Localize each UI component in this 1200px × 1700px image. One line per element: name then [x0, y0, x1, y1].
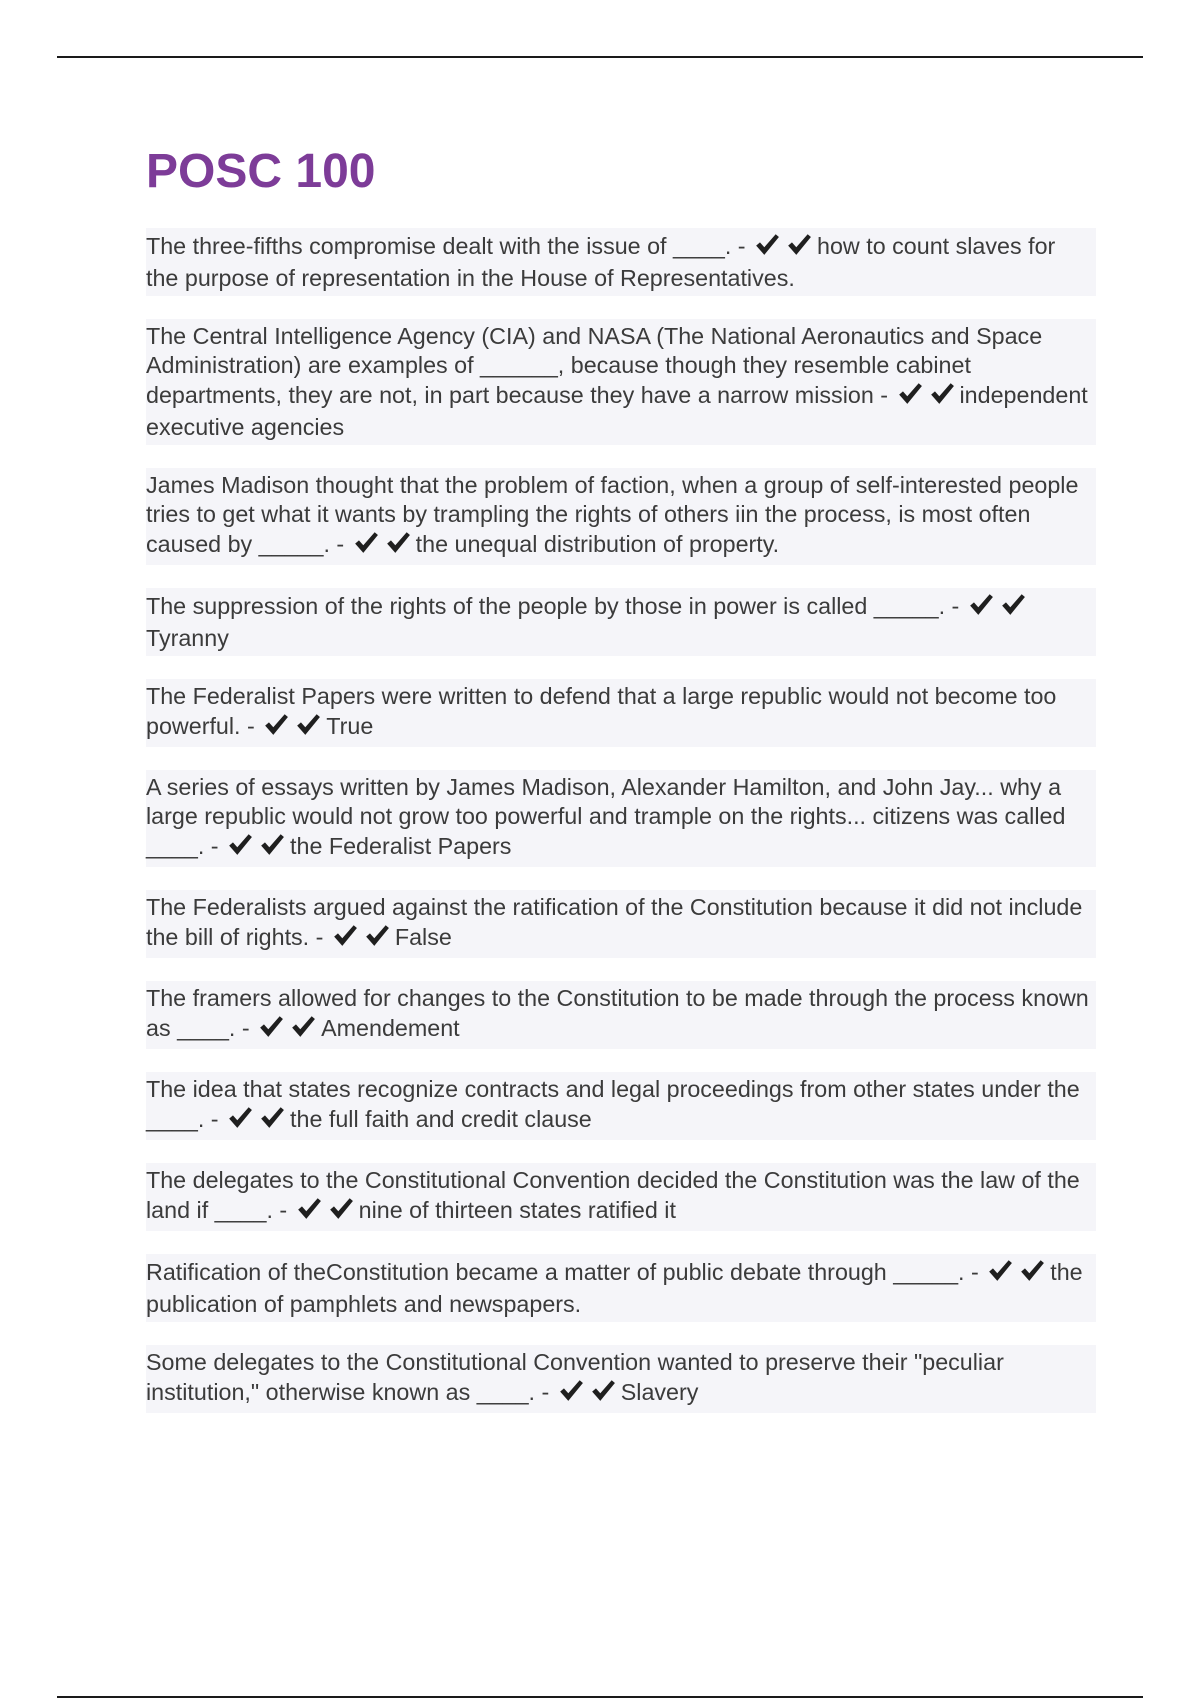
qa-item — [146, 588, 1096, 656]
answer-checks — [227, 831, 288, 864]
answer-text: the full faith and credit clause — [290, 1106, 592, 1132]
check-icon — [590, 1377, 616, 1403]
question-text: The Central Intelligence Agency (CIA) and NASA (The National Aeronautics and Space Administration) are examples of ______, because though they resemble cabinet departments, they are not, in part because they have a narrow mission - — [146, 323, 1043, 408]
qa-item — [146, 679, 1096, 747]
answer-text: Amendement — [321, 1015, 460, 1041]
check-icon — [929, 380, 955, 406]
answer-text: False — [394, 924, 452, 950]
question-text: Ratification of theConstitution became a matter of public debate through _____. - — [146, 1259, 979, 1285]
qa-item — [146, 228, 1096, 296]
check-icon — [295, 711, 321, 737]
answer-checks — [897, 380, 958, 413]
check-icon — [259, 831, 285, 857]
qa-item — [146, 1254, 1096, 1322]
answer-checks — [558, 1377, 619, 1410]
check-icon — [227, 1104, 253, 1130]
question-text: The idea that states recognize contracts and legal proceedings from other states under the ____. - — [146, 1076, 1080, 1132]
check-icon — [353, 529, 379, 555]
bottom-rule — [57, 1696, 1143, 1698]
check-icon — [1019, 1257, 1045, 1283]
answer-text: Tyranny — [146, 625, 229, 651]
answer-checks — [353, 529, 414, 562]
check-icon — [227, 831, 253, 857]
question-text: The suppression of the rights of the people by those in power is called _____. - — [146, 593, 960, 619]
question-text: The three-fifths compromise dealt with the issue of ____. - — [146, 233, 746, 259]
answer-checks — [263, 711, 324, 744]
check-icon — [259, 1104, 285, 1130]
check-icon — [332, 922, 358, 948]
check-icon — [754, 231, 780, 257]
check-icon — [364, 922, 390, 948]
question-text: The framers allowed for changes to the Constitution to be made through the process known as ____. - — [146, 985, 1089, 1041]
qa-item — [146, 1345, 1096, 1413]
question-text: The Federalists argued against the ratification of the Constitution because it did not include the bill of rights. - — [146, 894, 1083, 950]
top-rule — [57, 56, 1143, 58]
question-text: A series of essays written by James Madison, Alexander Hamilton, and John Jay... why a large republic would not grow too powerful and trample on the rights... citizens was called ____. - — [146, 774, 1066, 859]
qa-item — [146, 319, 1096, 445]
qa-item — [146, 468, 1096, 565]
qa-list — [146, 228, 1096, 1436]
answer-checks — [332, 922, 393, 955]
answer-text: the publication of pamphlets and newspapers. — [146, 1259, 1083, 1317]
check-icon — [987, 1257, 1013, 1283]
check-icon — [968, 591, 994, 617]
qa-item — [146, 1163, 1096, 1231]
answer-text: nine of thirteen states ratified it — [358, 1197, 676, 1223]
page-title: POSC 100 — [146, 145, 376, 198]
check-icon — [897, 380, 923, 406]
answer-checks — [227, 1104, 288, 1137]
check-icon — [786, 231, 812, 257]
qa-item — [146, 770, 1096, 867]
check-icon — [385, 529, 411, 555]
answer-text: how to count slaves for the purpose of representation in the House of Representatives. — [146, 233, 1056, 291]
answer-checks — [258, 1013, 319, 1046]
check-icon — [296, 1195, 322, 1221]
check-icon — [328, 1195, 354, 1221]
question-text: James Madison thought that the problem of faction, when a group of self-interested people tries to get what it wants by trampling the rights of others iin the process, is most often caused by _____. - — [146, 472, 1079, 557]
qa-item — [146, 981, 1096, 1049]
question-text: The Federalist Papers were written to defend that a large republic would not become too powerful. - — [146, 683, 1057, 739]
qa-item — [146, 890, 1096, 958]
answer-checks — [968, 591, 1029, 624]
answer-checks — [296, 1195, 357, 1228]
answer-checks — [987, 1257, 1048, 1290]
answer-text: True — [326, 713, 374, 739]
answer-text: the Federalist Papers — [290, 833, 512, 859]
qa-item — [146, 1072, 1096, 1140]
answer-text: independent executive agencies — [146, 382, 1088, 440]
check-icon — [1000, 591, 1026, 617]
answer-checks — [754, 231, 815, 264]
answer-text: the unequal distribution of property. — [415, 531, 780, 557]
check-icon — [258, 1013, 284, 1039]
answer-text: Slavery — [620, 1379, 699, 1405]
check-icon — [290, 1013, 316, 1039]
question-text: The delegates to the Constitutional Convention decided the Constitution was the law of the land if ____. - — [146, 1167, 1080, 1223]
check-icon — [263, 711, 289, 737]
check-icon — [558, 1377, 584, 1403]
question-text: Some delegates to the Constitutional Convention wanted to preserve their "peculiar institution," otherwise known as ____. - — [146, 1349, 1004, 1405]
